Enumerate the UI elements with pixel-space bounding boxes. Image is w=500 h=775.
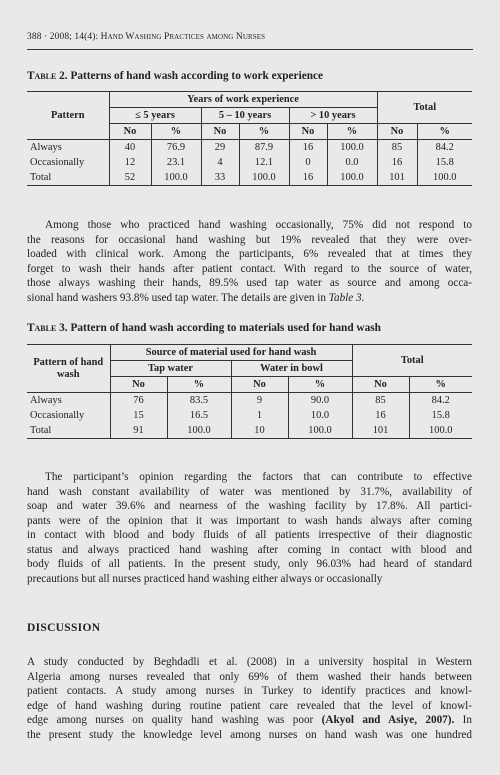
- cell: 100.0: [433, 172, 457, 183]
- cell: 33: [201, 170, 239, 186]
- table-row: [27, 170, 472, 186]
- table3-group-header: Source of material used for hand wash: [110, 345, 352, 361]
- table3-title: 3. Pattern of hand wash according to materials used for hand wash: [56, 322, 381, 334]
- citation-ref: (Akyol and Asiye, 2007).: [321, 714, 455, 726]
- header-rule: [27, 49, 473, 50]
- cell: 16: [289, 140, 327, 156]
- cell: 4: [201, 155, 239, 170]
- table-row: [27, 393, 472, 409]
- cell: 16: [352, 408, 409, 423]
- cell: 90.0: [288, 393, 352, 409]
- text-line: A study conducted by Beghdadli et al. (2008) in a university hospital in Western: [27, 656, 472, 668]
- text-line: [27, 291, 472, 306]
- text-line: Among those who practiced hand washing occasionally, 75% did not respond to: [45, 219, 472, 231]
- cell: 29: [201, 140, 239, 156]
- cell: 100.0: [167, 423, 231, 439]
- cell: 10.0: [288, 408, 352, 423]
- table3-sub-pct: %: [288, 377, 352, 393]
- text-line: soap and water 39.6% and nearness of the washing facility by 17.8%. All partici-: [27, 500, 472, 512]
- table3-total-header: Total: [352, 345, 472, 377]
- cell: 23.1: [151, 155, 201, 170]
- table2-group-1: ≤ 5 years: [109, 108, 201, 124]
- row-label: Always: [27, 140, 109, 156]
- table2: [27, 91, 472, 186]
- table2-group-3: > 10 years: [289, 108, 377, 124]
- table3-label: Table: [27, 322, 57, 334]
- text-line: precautions but all nurses practiced hand washing either always or occasionally: [27, 572, 383, 585]
- table2-sub-no: No: [289, 124, 327, 140]
- table2-sub-no: No: [377, 124, 417, 140]
- text-line: edge of hand washing during routine patient care revealed that the level of knowl-: [27, 699, 472, 712]
- text-line: the reasons for occasional hand washing but 19% revealed that they were over-: [27, 233, 472, 246]
- cell: 12.1: [239, 155, 289, 170]
- section-title-discussion: DISCUSSION: [27, 622, 101, 634]
- row-label: Total: [27, 423, 110, 439]
- text-line: hand wash constant availability of water was mentioned by 31.7%, availability of: [27, 485, 472, 498]
- text-line: loaded with clinical work. Among the participants, 6% revealed that at times they: [27, 248, 472, 260]
- table2-total-header: Total: [377, 92, 472, 124]
- table-row: [27, 408, 472, 423]
- table2-sub-pct: %: [239, 124, 289, 140]
- table2-caption: [27, 70, 323, 82]
- cell: 15.8: [435, 157, 454, 168]
- paragraph-2: [27, 470, 472, 586]
- table2-sub-no: No: [109, 124, 151, 140]
- page-info: 388 · 2008; 14(4):: [27, 32, 101, 42]
- table3: [27, 344, 472, 439]
- cell: 52: [109, 170, 151, 186]
- cell: 84.2: [435, 142, 454, 153]
- cell: 101: [352, 423, 409, 439]
- row-label: Occasionally: [27, 155, 109, 170]
- text-line: The participant’s opinion regarding the factors that can contribute to effective: [45, 471, 472, 483]
- cell: 0.0: [327, 155, 377, 170]
- text-line: body fluids of all patients. In the present study, only 96.03% had heard of standard: [27, 558, 472, 570]
- row-label: Total: [27, 170, 109, 186]
- cell: 84.2: [431, 395, 450, 406]
- running-title: Hand Washing Practices among Nurses: [100, 32, 266, 42]
- table3-sub-pct: %: [167, 377, 231, 393]
- table-row: [27, 155, 472, 170]
- text-line: pants were of the opinion that it was important to wash hands always after coming: [27, 514, 472, 527]
- table3-group-1: Tap water: [110, 361, 231, 377]
- running-head: [27, 32, 265, 42]
- cell: 12: [109, 155, 151, 170]
- cell: 100.0: [288, 423, 352, 439]
- table2-title: 2. Patterns of hand wash according to work experience: [56, 70, 324, 82]
- text-span: edge among nurses on quality hand washing was poor: [27, 714, 322, 726]
- cell: 100.0: [429, 425, 453, 436]
- cell: 16.5: [167, 408, 231, 423]
- table-row: [27, 140, 472, 156]
- paragraph-1: [27, 218, 472, 305]
- row-label: Always: [27, 393, 110, 409]
- cell: 9: [231, 393, 288, 409]
- text-line: in contact with blood and body fluids of all patients irrespective of their diagnostic: [27, 529, 472, 541]
- cell: 76: [110, 393, 167, 409]
- table3-group-2: Water in bowl: [231, 361, 352, 377]
- table3-sub-pct: %: [435, 379, 446, 390]
- table3-sub-no: No: [231, 377, 288, 393]
- cell: 91: [110, 423, 167, 439]
- text-line: [27, 713, 472, 728]
- table3-ref: Table 3.: [328, 291, 365, 304]
- cell: 10: [231, 423, 288, 439]
- cell: 85: [377, 140, 417, 156]
- table3-sub-no: No: [110, 377, 167, 393]
- table3-pattern-header: Pattern of hand wash: [27, 345, 110, 393]
- table3-sub-no: No: [352, 377, 409, 393]
- table2-group-header: Years of work experience: [109, 92, 377, 108]
- cell: 100.0: [327, 170, 377, 186]
- paragraph-3: [27, 655, 472, 742]
- cell: 15.8: [431, 410, 450, 421]
- cell: 87.9: [239, 140, 289, 156]
- cell: 1: [231, 408, 288, 423]
- cell: 16: [289, 170, 327, 186]
- cell: 15: [110, 408, 167, 423]
- cell: 100.0: [151, 170, 201, 186]
- table2-label: Table: [27, 70, 57, 82]
- cell: 101: [377, 170, 417, 186]
- text-line: Algeria among nurses revealed that only 69% of them washed their hands between: [27, 670, 472, 683]
- text-line: those always washing their hands, 89.5% used tap water as source and among occa-: [27, 277, 472, 289]
- table2-sub-pct: %: [327, 124, 377, 140]
- text-line: patient contacts. A study among nurses in Turkey to identify practices and knowl-: [27, 685, 472, 697]
- cell: 100.0: [327, 140, 377, 156]
- table2-sub-pct: %: [151, 124, 201, 140]
- text-span: In: [454, 714, 472, 726]
- text-line: status and always practiced hand washing after coming in contact with blood and: [27, 543, 472, 556]
- text-span: sional hand washers 93.8% used tap water. The details are given in: [27, 291, 329, 304]
- text-line: the present study the knowledge level among nurses on hand wash was one hundred: [27, 728, 472, 741]
- table-row: [27, 423, 472, 439]
- table2-group-2: 5 – 10 years: [201, 108, 289, 124]
- cell: 100.0: [239, 170, 289, 186]
- table2-sub-no: No: [201, 124, 239, 140]
- cell: 40: [109, 140, 151, 156]
- table2-sub-pct: %: [439, 126, 450, 137]
- table2-pattern-header: Pattern: [27, 92, 109, 140]
- table3-caption: [27, 322, 381, 334]
- row-label: Occasionally: [27, 408, 110, 423]
- cell: 0: [289, 155, 327, 170]
- cell: 85: [352, 393, 409, 409]
- cell: 16: [377, 155, 417, 170]
- text-line: forget to wash their hands after patient contact. With regard to the source of water,: [27, 262, 472, 275]
- cell: 76.9: [151, 140, 201, 156]
- cell: 83.5: [167, 393, 231, 409]
